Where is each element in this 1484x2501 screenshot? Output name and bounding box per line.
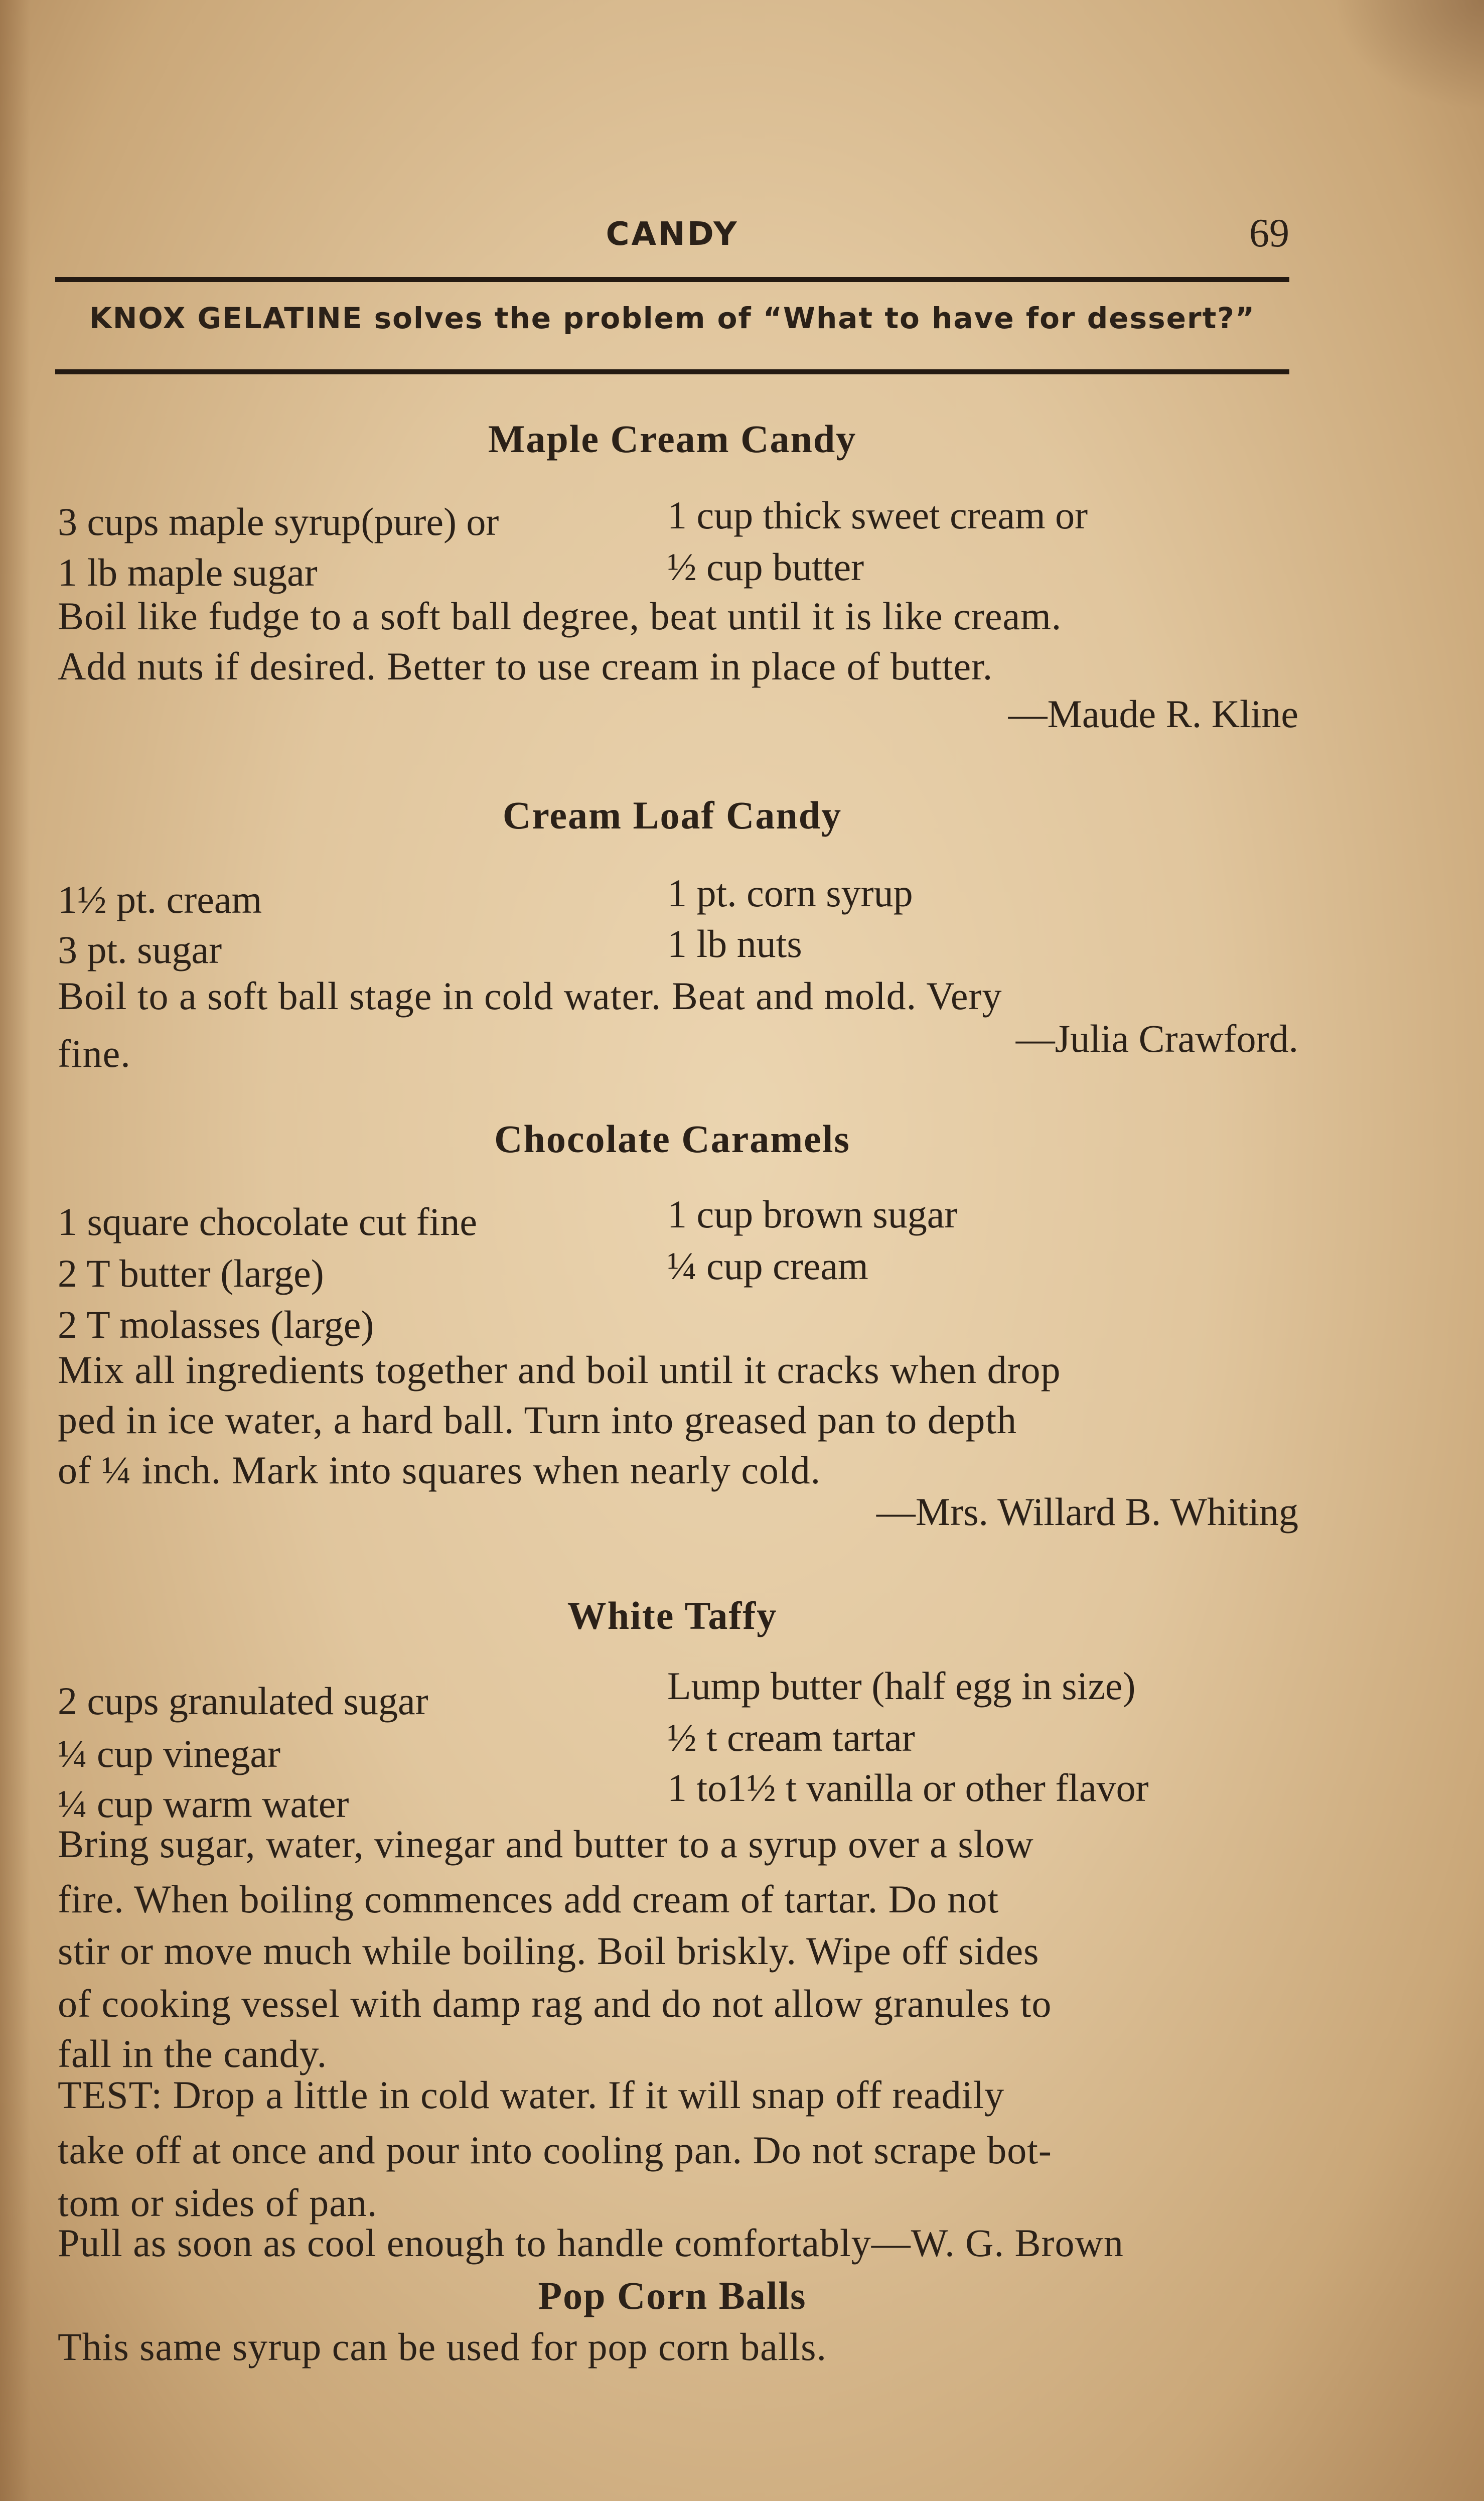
direction-line: of cooking vessel with damp rag and do not allow granules to	[58, 1982, 1052, 2025]
direction-line: Boil to a soft ball stage in cold water. Beat and mold. Very	[58, 974, 1002, 1018]
direction-line: Bring sugar, water, vinegar and butter to a syrup over a slow	[58, 1822, 1034, 1866]
direction-line: Pull as soon as cool enough to handle comfortably—W. G. Brown	[58, 2221, 1124, 2265]
torn-corner	[1333, 0, 1484, 110]
header-rule-bottom	[55, 369, 1289, 374]
page-edge-shadow	[0, 0, 30, 2501]
direction-line: fire. When boiling commences add cream of tartar. Do not	[58, 1877, 999, 1921]
direction-line: Mix all ingredients together and boil until it cracks when drop	[58, 1348, 1061, 1392]
ingredient: 1 cup brown sugar	[667, 1192, 958, 1236]
ingredient: 1 to1½ t vanilla or other flavor	[667, 1766, 1149, 1810]
ingredient: 2 T molasses (large)	[58, 1303, 374, 1346]
recipe-author: —Maude R. Kline	[1008, 692, 1298, 736]
ingredient: 1 cup thick sweet cream or	[667, 493, 1088, 537]
direction-line: Add nuts if desired. Better to use cream in place of butter.	[58, 644, 993, 688]
recipe-title-white-taffy: White Taffy	[567, 1594, 778, 1637]
ingredient: 1 square chocolate cut fine	[58, 1200, 477, 1243]
header-rule-top	[55, 277, 1289, 282]
ingredient: ¼ cup vinegar	[58, 1732, 281, 1775]
ingredient: ½ cup butter	[667, 545, 864, 589]
ingredient: ¼ cup cream	[667, 1244, 868, 1288]
direction-line: This same syrup can be used for pop corn balls.	[58, 2325, 827, 2369]
direction-line: Boil like fudge to a soft ball degree, beat until it is like cream.	[58, 594, 1062, 638]
recipe-author: —Mrs. Willard B. Whiting	[876, 1490, 1298, 1534]
page-number: 69	[1249, 211, 1289, 255]
advert-banner: KNOX GELATINE solves the problem of “What to have for dessert?”	[89, 301, 1256, 335]
page-header	[55, 211, 1289, 271]
direction-line: TEST: Drop a little in cold water. If it will snap off readily	[58, 2073, 1005, 2117]
ingredient: Lump butter (half egg in size)	[667, 1664, 1136, 1708]
ingredient: ¼ cup warm water	[58, 1782, 349, 1826]
recipe-title-cream-loaf-candy: Cream Loaf Candy	[502, 793, 842, 837]
ingredient: ½ t cream tartar	[667, 1716, 915, 1759]
direction-line: tom or sides of pan.	[58, 2181, 378, 2225]
ingredient: 1 lb maple sugar	[58, 550, 318, 594]
direction-line: fine.	[58, 1032, 131, 1075]
direction-line: ped in ice water, a hard ball. Turn into greased pan to depth	[58, 1398, 1017, 1442]
recipe-author: —Julia Crawford.	[1015, 1017, 1298, 1060]
ingredient: 3 cups maple syrup(pure) or	[58, 500, 499, 543]
ingredient: 3 pt. sugar	[58, 928, 222, 971]
recipe-title-maple-cream-candy: Maple Cream Candy	[488, 417, 857, 461]
direction-line: stir or move much while boiling. Boil briskly. Wipe off sides	[58, 1929, 1040, 1973]
direction-line: fall in the candy.	[58, 2032, 328, 2075]
section-title: CANDY	[606, 216, 739, 253]
recipe-title-chocolate-caramels: Chocolate Caramels	[494, 1117, 850, 1161]
ingredient: 1 pt. corn syrup	[667, 871, 913, 915]
ingredient: 2 T butter (large)	[58, 1252, 324, 1295]
direction-line: of ¼ inch. Mark into squares when nearly cold.	[58, 1448, 821, 1492]
recipe-title-pop-corn-balls: Pop Corn Balls	[538, 2274, 807, 2317]
ingredient: 1 lb nuts	[667, 922, 802, 965]
direction-line: take off at once and pour into cooling pan. Do not scrape bot-	[58, 2128, 1052, 2172]
ingredient: 2 cups granulated sugar	[58, 1679, 428, 1723]
ingredient: 1½ pt. cream	[58, 878, 262, 921]
